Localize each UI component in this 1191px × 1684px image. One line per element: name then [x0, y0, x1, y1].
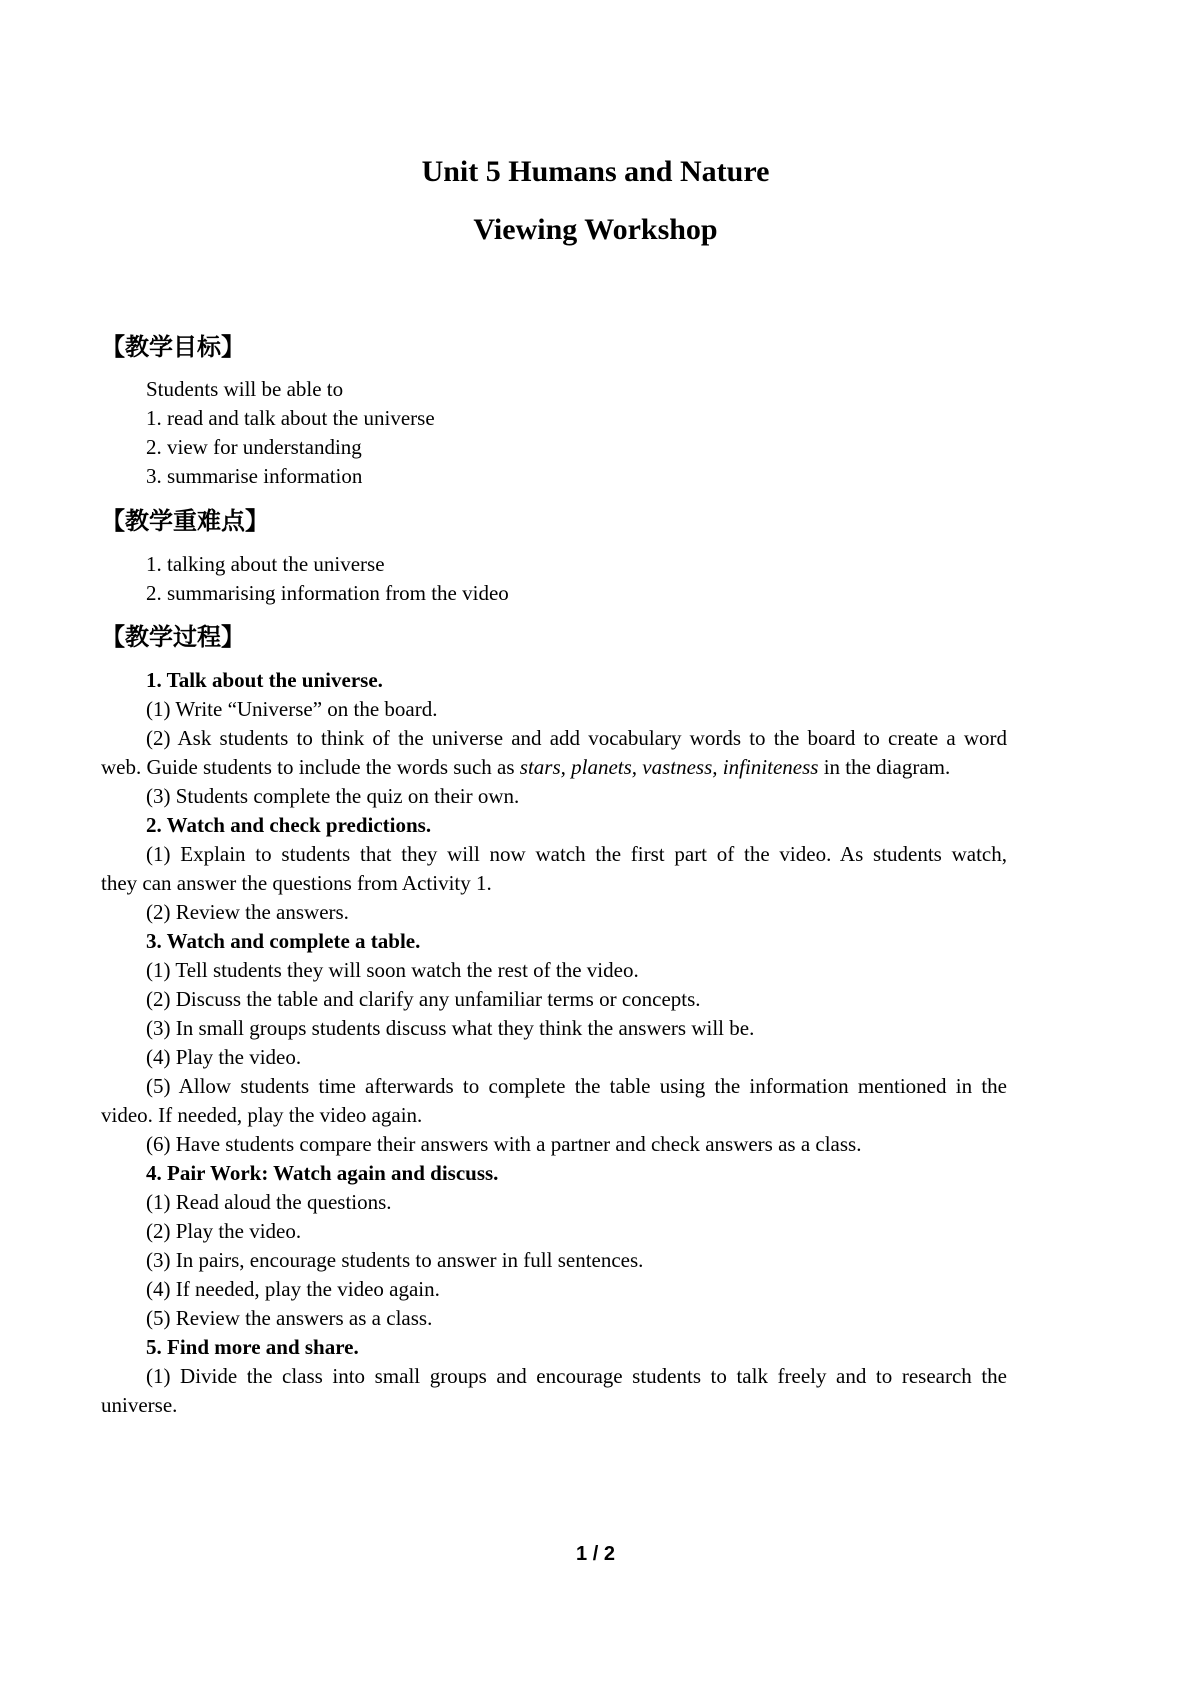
- objectives-intro: Students will be able to: [146, 377, 344, 401]
- objective-item: 3. summarise information: [146, 464, 363, 488]
- step-paragraph: (3) Students complete the quiz on their own.: [146, 784, 520, 808]
- document-subtitle: Viewing Workshop: [473, 213, 718, 246]
- step-paragraph: (3) In small groups students discuss what they think the answers will be.: [146, 1016, 755, 1040]
- step-paragraph: (1) Divide the class into small groups and encourage students to talk freely and to research the: [146, 1364, 1007, 1388]
- step-paragraph: (1) Write “Universe” on the board.: [146, 697, 438, 721]
- step-paragraph: (5) Allow students time afterwards to complete the table using the information mentioned in the: [146, 1074, 1007, 1098]
- step-title: 1. Talk about the universe.: [146, 668, 383, 692]
- objective-item: 2. view for understanding: [146, 435, 362, 459]
- step-title: 2. Watch and check predictions.: [146, 813, 432, 837]
- step-paragraph-continuation: [101, 754, 950, 780]
- text-run: in the diagram.: [818, 755, 951, 779]
- section-heading-objectives: 【教学目标】: [101, 333, 245, 361]
- key-point-item: 1. talking about the universe: [146, 552, 385, 576]
- page-number: 1 / 2: [576, 1543, 615, 1565]
- step-paragraph: (5) Review the answers as a class.: [146, 1306, 433, 1330]
- section-heading-process: 【教学过程】: [101, 623, 245, 651]
- section-heading-key-points: 【教学重难点】: [101, 507, 269, 535]
- step-title: 5. Find more and share.: [146, 1335, 359, 1359]
- step-paragraph: (2) Ask students to think of the universe and add vocabulary words to the board to create a word: [146, 726, 1007, 750]
- step-paragraph: (3) In pairs, encourage students to answer in full sentences.: [146, 1248, 644, 1272]
- step-paragraph: (6) Have students compare their answers with a partner and check answers as a class.: [146, 1132, 862, 1156]
- step-paragraph: (2) Review the answers.: [146, 900, 349, 924]
- step-paragraph-continuation: they can answer the questions from Activity 1.: [101, 871, 492, 895]
- step-paragraph: (1) Read aloud the questions.: [146, 1190, 392, 1214]
- step-paragraph-continuation: video. If needed, play the video again.: [101, 1103, 423, 1127]
- step-title: 4. Pair Work: Watch again and discuss.: [146, 1161, 499, 1185]
- step-paragraph: (1) Explain to students that they will now watch the first part of the video. As students watch,: [146, 842, 1007, 866]
- objective-item: 1. read and talk about the universe: [146, 406, 435, 430]
- step-title: 3. Watch and complete a table.: [146, 929, 421, 953]
- step-paragraph: (1) Tell students they will soon watch the rest of the video.: [146, 958, 639, 982]
- step-paragraph-continuation: universe.: [101, 1393, 178, 1417]
- step-paragraph: (4) Play the video.: [146, 1045, 302, 1069]
- step-paragraph: (2) Play the video.: [146, 1219, 302, 1243]
- step-paragraph: (4) If needed, play the video again.: [146, 1277, 440, 1301]
- text-run: web. Guide students to include the words such as: [101, 755, 520, 779]
- key-point-item: 2. summarising information from the video: [146, 581, 509, 605]
- step-paragraph: (2) Discuss the table and clarify any unfamiliar terms or concepts.: [146, 987, 701, 1011]
- italic-terms: stars, planets, vastness, infiniteness: [519, 755, 819, 779]
- document-title: Unit 5 Humans and Nature: [421, 155, 770, 188]
